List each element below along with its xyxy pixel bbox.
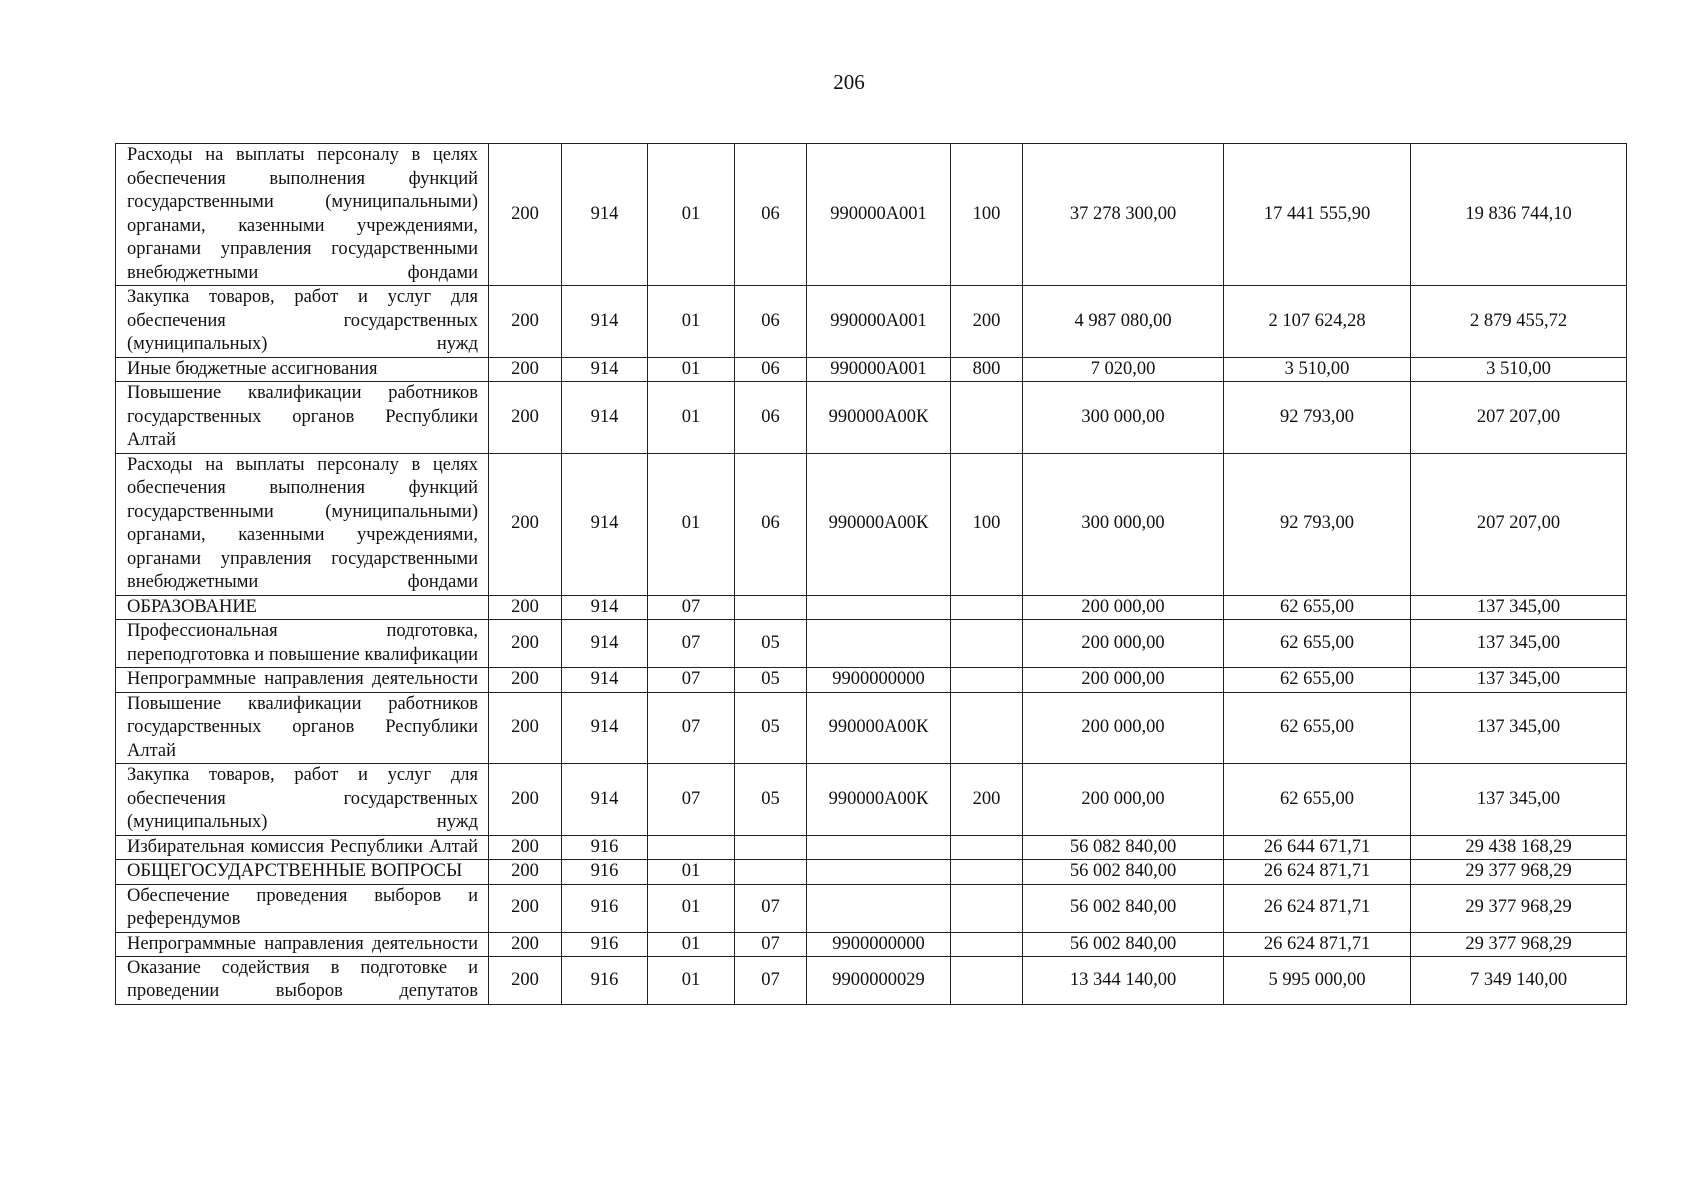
cell-code: 07 <box>648 668 735 693</box>
cell-code: 06 <box>735 357 807 382</box>
cell-code: 200 <box>489 453 562 595</box>
row-name: Избирательная комиссия Республики Алтай <box>116 835 489 860</box>
cell-code: 914 <box>562 286 648 358</box>
cell-code <box>735 860 807 885</box>
cell-code <box>951 668 1023 693</box>
cell-code: 07 <box>735 957 807 1005</box>
cell-code: 200 <box>489 357 562 382</box>
table-row <box>116 357 1627 382</box>
cell-amount: 137 345,00 <box>1411 595 1627 620</box>
table-row <box>116 453 1627 595</box>
cell-code: 916 <box>562 835 648 860</box>
cell-code <box>735 595 807 620</box>
row-name: Непрограммные направления деятельности <box>116 668 489 693</box>
table-row <box>116 382 1627 454</box>
cell-code: 9900000029 <box>807 957 951 1005</box>
cell-amount: 7 349 140,00 <box>1411 957 1627 1005</box>
cell-code: 01 <box>648 884 735 932</box>
cell-code: 200 <box>489 286 562 358</box>
cell-code: 200 <box>489 835 562 860</box>
table-row <box>116 957 1627 1005</box>
cell-code: 200 <box>951 764 1023 836</box>
cell-code: 990000А00К <box>807 453 951 595</box>
cell-code: 06 <box>735 144 807 286</box>
cell-code <box>951 382 1023 454</box>
cell-code <box>951 932 1023 957</box>
cell-code: 200 <box>489 932 562 957</box>
cell-code: 9900000000 <box>807 932 951 957</box>
cell-amount: 92 793,00 <box>1224 453 1411 595</box>
row-name: ОБРАЗОВАНИЕ <box>116 595 489 620</box>
cell-amount: 137 345,00 <box>1411 620 1627 668</box>
cell-code: 200 <box>489 884 562 932</box>
cell-amount: 137 345,00 <box>1411 668 1627 693</box>
cell-code: 07 <box>648 595 735 620</box>
cell-code: 07 <box>648 692 735 764</box>
cell-code: 200 <box>489 620 562 668</box>
cell-code: 05 <box>735 668 807 693</box>
cell-amount: 3 510,00 <box>1411 357 1627 382</box>
cell-code: 01 <box>648 382 735 454</box>
cell-code: 06 <box>735 382 807 454</box>
cell-amount: 29 438 168,29 <box>1411 835 1627 860</box>
cell-amount: 200 000,00 <box>1023 595 1224 620</box>
row-name: Расходы на выплаты персоналу в целях обеспечения выполнения функций государственными (муниципальными) органами, казенными учреждениями, органами управления государственными внебюджетными фондами <box>116 144 489 286</box>
cell-code: 200 <box>489 957 562 1005</box>
table-row <box>116 620 1627 668</box>
cell-amount: 300 000,00 <box>1023 453 1224 595</box>
cell-amount: 200 000,00 <box>1023 620 1224 668</box>
cell-code: 916 <box>562 860 648 885</box>
cell-code <box>951 957 1023 1005</box>
cell-code: 914 <box>562 668 648 693</box>
cell-amount: 56 002 840,00 <box>1023 932 1224 957</box>
cell-code: 200 <box>489 692 562 764</box>
cell-amount: 29 377 968,29 <box>1411 860 1627 885</box>
cell-code: 914 <box>562 692 648 764</box>
cell-code <box>807 595 951 620</box>
cell-amount: 200 000,00 <box>1023 764 1224 836</box>
cell-code: 06 <box>735 453 807 595</box>
row-name: Повышение квалификации работников государственных органов Республики Алтай <box>116 692 489 764</box>
row-name: Закупка товаров, работ и услуг для обеспечения государственных (муниципальных) нужд <box>116 764 489 836</box>
cell-code <box>951 860 1023 885</box>
cell-code: 916 <box>562 957 648 1005</box>
cell-code: 01 <box>648 957 735 1005</box>
table-row <box>116 692 1627 764</box>
cell-amount: 7 020,00 <box>1023 357 1224 382</box>
row-name: Непрограммные направления деятельности <box>116 932 489 957</box>
cell-amount: 300 000,00 <box>1023 382 1224 454</box>
cell-code <box>951 692 1023 764</box>
cell-amount: 56 002 840,00 <box>1023 884 1224 932</box>
row-name: Иные бюджетные ассигнования <box>116 357 489 382</box>
cell-code: 05 <box>735 764 807 836</box>
cell-amount: 29 377 968,29 <box>1411 884 1627 932</box>
cell-code: 200 <box>489 382 562 454</box>
cell-code: 200 <box>489 764 562 836</box>
cell-code: 200 <box>951 286 1023 358</box>
cell-code: 914 <box>562 382 648 454</box>
table-row <box>116 884 1627 932</box>
cell-amount: 62 655,00 <box>1224 620 1411 668</box>
cell-amount: 2 879 455,72 <box>1411 286 1627 358</box>
cell-code: 914 <box>562 620 648 668</box>
cell-code: 9900000000 <box>807 668 951 693</box>
cell-amount: 137 345,00 <box>1411 764 1627 836</box>
cell-code: 200 <box>489 668 562 693</box>
cell-code: 990000А001 <box>807 286 951 358</box>
cell-amount: 207 207,00 <box>1411 382 1627 454</box>
cell-amount: 26 624 871,71 <box>1224 932 1411 957</box>
table-row <box>116 932 1627 957</box>
cell-code: 916 <box>562 932 648 957</box>
cell-code <box>807 620 951 668</box>
cell-code: 916 <box>562 884 648 932</box>
cell-code <box>648 835 735 860</box>
cell-amount: 2 107 624,28 <box>1224 286 1411 358</box>
cell-code <box>951 835 1023 860</box>
cell-code: 01 <box>648 860 735 885</box>
cell-code <box>951 595 1023 620</box>
cell-amount: 4 987 080,00 <box>1023 286 1224 358</box>
cell-code: 06 <box>735 286 807 358</box>
page-number: 206 <box>833 70 865 94</box>
cell-code: 914 <box>562 357 648 382</box>
cell-amount: 26 624 871,71 <box>1224 884 1411 932</box>
cell-code <box>807 835 951 860</box>
row-name: Повышение квалификации работников государственных органов Республики Алтай <box>116 382 489 454</box>
cell-code <box>735 835 807 860</box>
row-name: Закупка товаров, работ и услуг для обеспечения государственных (муниципальных) нужд <box>116 286 489 358</box>
table-row <box>116 668 1627 693</box>
cell-code: 07 <box>648 764 735 836</box>
row-name: Профессиональная подготовка, переподготовка и повышение квалификации <box>116 620 489 668</box>
table-row <box>116 286 1627 358</box>
cell-code: 200 <box>489 860 562 885</box>
row-name: Расходы на выплаты персоналу в целях обеспечения выполнения функций государственными (муниципальными) органами, казенными учреждениями, органами управления государственными внебюджетными фондами <box>116 453 489 595</box>
cell-amount: 19 836 744,10 <box>1411 144 1627 286</box>
cell-code: 914 <box>562 453 648 595</box>
cell-code <box>807 884 951 932</box>
table-row <box>116 764 1627 836</box>
cell-code: 05 <box>735 692 807 764</box>
table-row <box>116 835 1627 860</box>
cell-code: 100 <box>951 453 1023 595</box>
table-row <box>116 595 1627 620</box>
cell-code: 990000А00К <box>807 382 951 454</box>
cell-code: 914 <box>562 595 648 620</box>
cell-code: 800 <box>951 357 1023 382</box>
row-name: Оказание содействия в подготовке и проведении выборов депутатов <box>127 958 478 1001</box>
cell-code <box>807 860 951 885</box>
cell-code: 200 <box>489 144 562 286</box>
cell-code: 990000А001 <box>807 357 951 382</box>
cell-code <box>951 884 1023 932</box>
budget-table <box>115 143 1627 1005</box>
cell-code: 990000А00К <box>807 764 951 836</box>
table-row <box>116 860 1627 885</box>
cell-amount: 62 655,00 <box>1224 692 1411 764</box>
cell-amount: 62 655,00 <box>1224 764 1411 836</box>
cell-amount: 92 793,00 <box>1224 382 1411 454</box>
cell-code: 914 <box>562 144 648 286</box>
cell-code: 990000А00К <box>807 692 951 764</box>
cell-amount: 137 345,00 <box>1411 692 1627 764</box>
cell-amount: 17 441 555,90 <box>1224 144 1411 286</box>
cell-amount: 200 000,00 <box>1023 668 1224 693</box>
cell-amount: 3 510,00 <box>1224 357 1411 382</box>
cell-code: 01 <box>648 357 735 382</box>
cell-amount: 29 377 968,29 <box>1411 932 1627 957</box>
cell-amount: 37 278 300,00 <box>1023 144 1224 286</box>
cell-amount: 200 000,00 <box>1023 692 1224 764</box>
cell-amount: 26 624 871,71 <box>1224 860 1411 885</box>
cell-code: 100 <box>951 144 1023 286</box>
cell-code: 07 <box>735 932 807 957</box>
cell-code: 914 <box>562 764 648 836</box>
cell-amount: 56 082 840,00 <box>1023 835 1224 860</box>
cell-code: 01 <box>648 144 735 286</box>
cell-code <box>951 620 1023 668</box>
cell-amount: 62 655,00 <box>1224 668 1411 693</box>
row-name: Обеспечение проведения выборов и референдумов <box>116 884 489 932</box>
cell-amount: 62 655,00 <box>1224 595 1411 620</box>
table-row <box>116 144 1627 286</box>
cell-code: 200 <box>489 595 562 620</box>
cell-amount: 26 644 671,71 <box>1224 835 1411 860</box>
cell-amount: 5 995 000,00 <box>1224 957 1411 1005</box>
cell-code: 01 <box>648 453 735 595</box>
cell-code: 01 <box>648 286 735 358</box>
cell-code: 05 <box>735 620 807 668</box>
cell-code: 990000А001 <box>807 144 951 286</box>
cell-code: 07 <box>648 620 735 668</box>
cell-code: 07 <box>735 884 807 932</box>
cell-code: 01 <box>648 932 735 957</box>
row-name: ОБЩЕГОСУДАРСТВЕННЫЕ ВОПРОСЫ <box>116 860 489 885</box>
cell-amount: 56 002 840,00 <box>1023 860 1224 885</box>
cell-amount: 207 207,00 <box>1411 453 1627 595</box>
cell-amount: 13 344 140,00 <box>1023 957 1224 1005</box>
